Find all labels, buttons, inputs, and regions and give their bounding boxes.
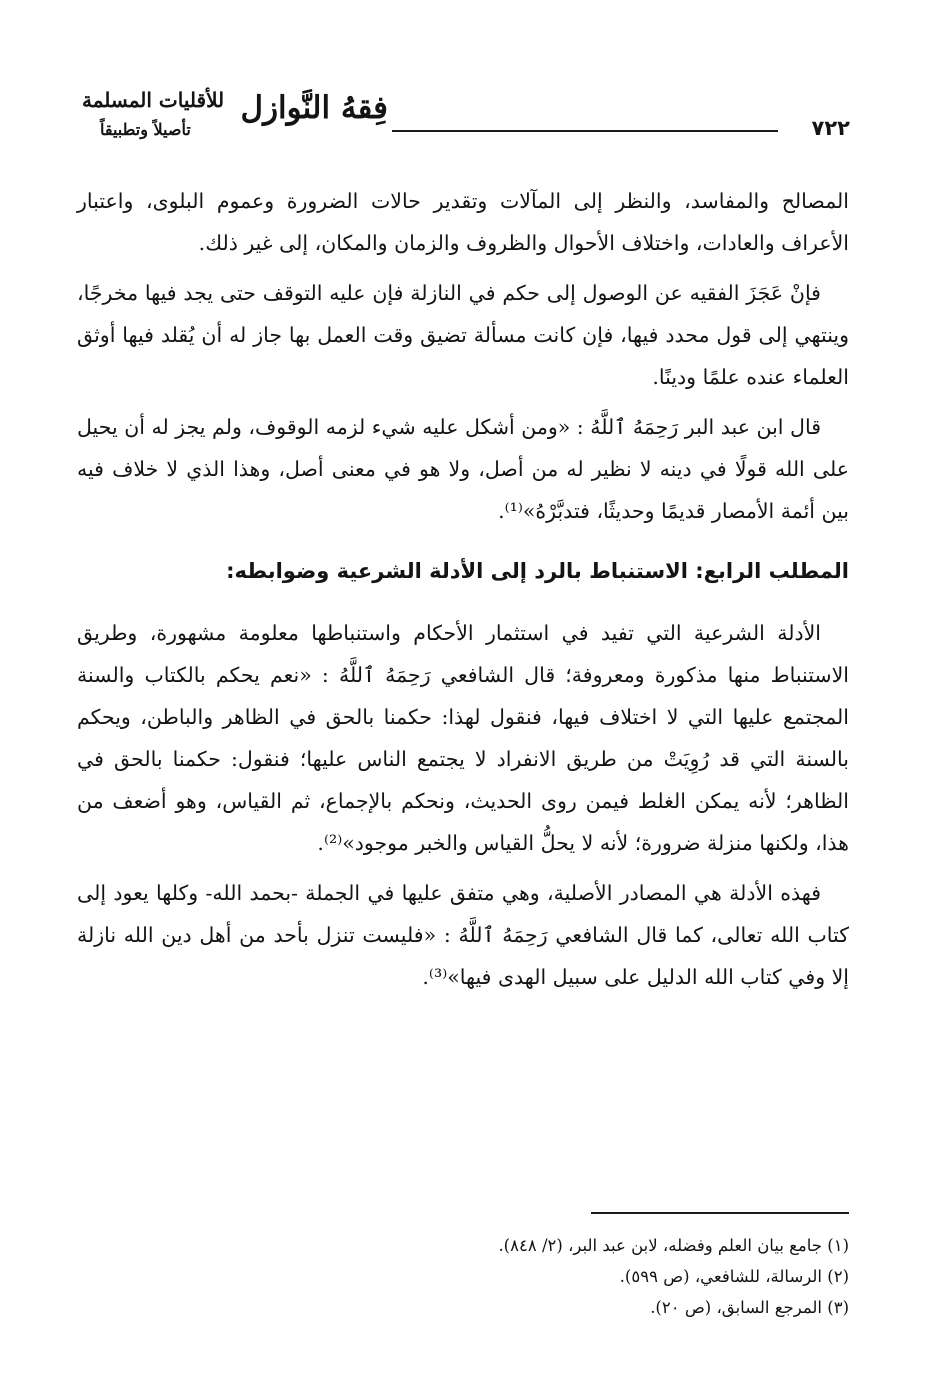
page-header (78, 82, 850, 160)
paragraph-continued: المصالح والمفاسد، والنظر إلى المآلات وتقدير حالات الضرورة وعموم البلوى، واعتبار الأعراف والعادات، واختلاف الأحوال والظروف والزمان والمكان، إلى غير ذلك. (77, 189, 849, 255)
footnotes (77, 1230, 849, 1323)
section-heading: المطلب الرابع: الاستنباط بالرد إلى الأدلة الشرعية وضوابطه: (226, 559, 849, 583)
book-title-top: للأقليات المسلمة (82, 88, 225, 112)
footnote-rule (591, 1212, 849, 1214)
paragraph-quote-ibn-abd-al-barr: قال ابن عبد البر رَحِمَهُ ٱللَّهُ : «ومن أشكل عليه شيء لزمه الوقوف، ولم يجز له أن يحيل على الله قولًا في دينه لا نظير له من أصل، ولا هو في معنى أصل، وهذا الذي لا خلاف فيه بين أئمة الأمصار قديمًا وحديثًا، فتدبَّرْهُ»⁽¹⁾. (77, 415, 849, 523)
paragraph-quote-shafii: الأدلة الشرعية التي تفيد في استثمار الأحكام واستنباطها معلومة مشهورة، وطريق الاستنباط منها مذكورة ومعروفة؛ قال الشافعي رَحِمَهُ ٱللَّهُ : «نعم يحكم بالكتاب والسنة المجتمع عليها التي لا اختلاف فيها، فنقول لهذا: حكمنا بالحق في الظاهر والباطن، ويحكم بالسنة التي قد رُوِيَتْ من طريق الانفراد لا يجتمع الناس عليها؛ فنقول: حكمنا بالحق في الظاهر؛ لأنه يمكن الغلط فيمن روى الحديث، ونحكم بالإجماع، ثم القياس، وهو أضعف من هذا، ولكنها منزلة ضرورة؛ لأنه لا يحلُّ القياس والخبر موجود»⁽²⁾. (77, 621, 849, 855)
book-title-sub: تأصيلاً وتطبيقاً (100, 120, 191, 139)
footnote-1: (١) جامع بيان العلم وفضله، لابن عبد البر، (٢/ ٨٤٨). (498, 1236, 849, 1255)
header-rule (392, 130, 778, 132)
book-title (78, 82, 388, 160)
paragraph: فهذه الأدلة هي المصادر الأصلية، وهي متفق عليها في الجملة -بحمد الله- وكلها يعود إلى كتاب الله تعالى، كما قال الشافعي رَحِمَهُ ٱللَّهُ : «فليست تنزل بأحد من أهل دين الله نازلة إلا وفي كتاب الله الدليل على سبيل الهدى فيها»⁽³⁾. (77, 881, 849, 989)
footnote-3: (٣) المرجع السابق، (ص ٢٠). (650, 1298, 849, 1317)
paragraph: فإنْ عَجَزَ الفقيه عن الوصول إلى حكم في النازلة فإن عليه التوقف حتى يجد فيها مخرجًا، وينتهي إلى قول محدد فيها، فإن كانت مسألة تضيق وقت العمل بها جاز له أن يُقلد فيها أوثق العلماء عنده علمًا ودينًا. (77, 281, 849, 389)
page-number: ٧٢٢ (811, 116, 850, 140)
main-text (77, 180, 849, 1006)
footnote-2: (٢) الرسالة، للشافعي، (ص ٥٩٩). (619, 1267, 849, 1286)
book-title-main: فِقهُ النَّوازل (240, 90, 388, 126)
